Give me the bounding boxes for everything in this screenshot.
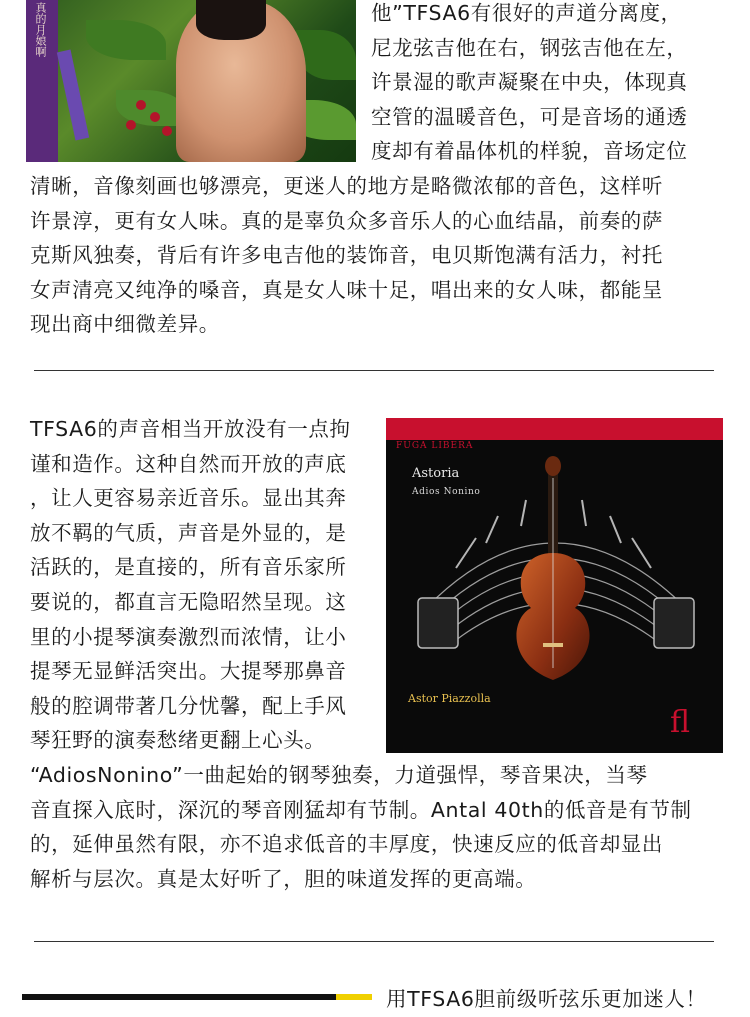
- text-line: 提琴无显鲜活突出。大提琴那鼻音: [30, 659, 347, 684]
- album-cover-bottom: [22, 994, 372, 1000]
- text-line: 要说的，都直言无隐昭然呈现。这: [30, 589, 347, 614]
- violin-scroll: [545, 456, 561, 476]
- text-line: 他”TFSA6有很好的声道分离度，: [371, 1, 682, 25]
- cover-artist: Astor Piazzolla: [408, 692, 491, 705]
- text-line: 许景淳，更有女人味。真的是辜负众多音乐人的心血结晶，前奏的萨: [30, 208, 663, 233]
- album-cover-top: [26, 0, 356, 162]
- cover-vertical-text: 真的月娘啊: [34, 2, 47, 57]
- album-cover-astoria: [386, 418, 723, 753]
- cover-subtitle: Adios Nonino: [412, 487, 481, 497]
- paragraph-1-wrap: [371, 0, 741, 169]
- text-line: 放不羁的气质，声音是外显的，是: [30, 520, 347, 545]
- berry: [126, 120, 136, 130]
- berry: [150, 112, 160, 122]
- berry: [162, 126, 172, 136]
- text-line: 尼龙弦吉他在右，钢弦吉他在左，: [371, 35, 688, 60]
- text-line: 的，延伸虽然有限，亦不追求低音的丰厚度，快速反应的低音却显出: [30, 832, 663, 857]
- text-line: 度却有着晶体机的样貌，音场定位: [371, 139, 688, 164]
- text-line: 琴狂野的演奏愁绪更翻上心头。: [30, 728, 326, 753]
- text-line: ，让人更容易亲近音乐。显出其奔: [30, 486, 347, 511]
- paragraph-2-wrap: [30, 412, 380, 758]
- text-line: 音直探入底时，深沉的琴音刚猛却有节制。Antal 40th的低音是有节制: [30, 797, 692, 822]
- label-logo: fl: [670, 705, 691, 740]
- text-line: TFSA6的声音相当开放没有一点拘: [30, 417, 351, 441]
- text-line: 现出商中细微差异。: [30, 312, 220, 337]
- section-divider: [34, 370, 714, 371]
- berry: [136, 100, 146, 110]
- bandoneon-left-box: [418, 598, 458, 648]
- violin-bridge: [543, 643, 563, 647]
- text-line: 般的腔调带著几分忧馨，配上手风: [30, 693, 347, 718]
- text-line: 空管的温暖音色，可是音场的通透: [371, 104, 688, 129]
- text-line: 解析与层次。真是太好听了，胆的味道发挥的更高端。: [30, 866, 537, 891]
- cover-title: Astoria: [412, 466, 460, 481]
- text-line: 克斯风独奏，背后有许多电吉他的装饰音，电贝斯饱满有活力，衬托: [30, 243, 663, 268]
- paragraph-4: [386, 982, 746, 1017]
- bandoneon-right-box: [654, 598, 694, 648]
- text-line: 里的小提琴演奏激烈而浓情，让小: [30, 624, 347, 649]
- text-line: 许景湿的歌声凝聚在中央，体现真: [371, 70, 688, 95]
- text-line: 活跃的，是直接的，所有音乐家所: [30, 555, 347, 580]
- paragraph-1: [30, 169, 745, 342]
- text-line: 清晰，音像刻画也够漂亮，更迷人的地方是略微浓郁的音色，这样听: [30, 174, 663, 198]
- leaf: [86, 20, 166, 60]
- text-line: 用TFSA6胆前级听弦乐更加迷人！: [386, 987, 707, 1011]
- section-divider: [34, 941, 714, 942]
- text-line: “AdiosNonino”一曲起始的钢琴独奏，力道强悍，琴音果决，当琴: [30, 763, 648, 787]
- text-line: 女声清亮又纯净的嗓音，真是女人味十足，唱出来的女人味，都能呈: [30, 277, 663, 302]
- text-line: 谨和造作。这种自然而开放的声底: [30, 451, 347, 476]
- cover-accent: [336, 994, 372, 1000]
- cover-label: FUGA LIBERA: [396, 441, 474, 451]
- portrait-hair: [196, 0, 266, 40]
- paragraph-3: [30, 758, 745, 896]
- plant-spike: [57, 50, 89, 141]
